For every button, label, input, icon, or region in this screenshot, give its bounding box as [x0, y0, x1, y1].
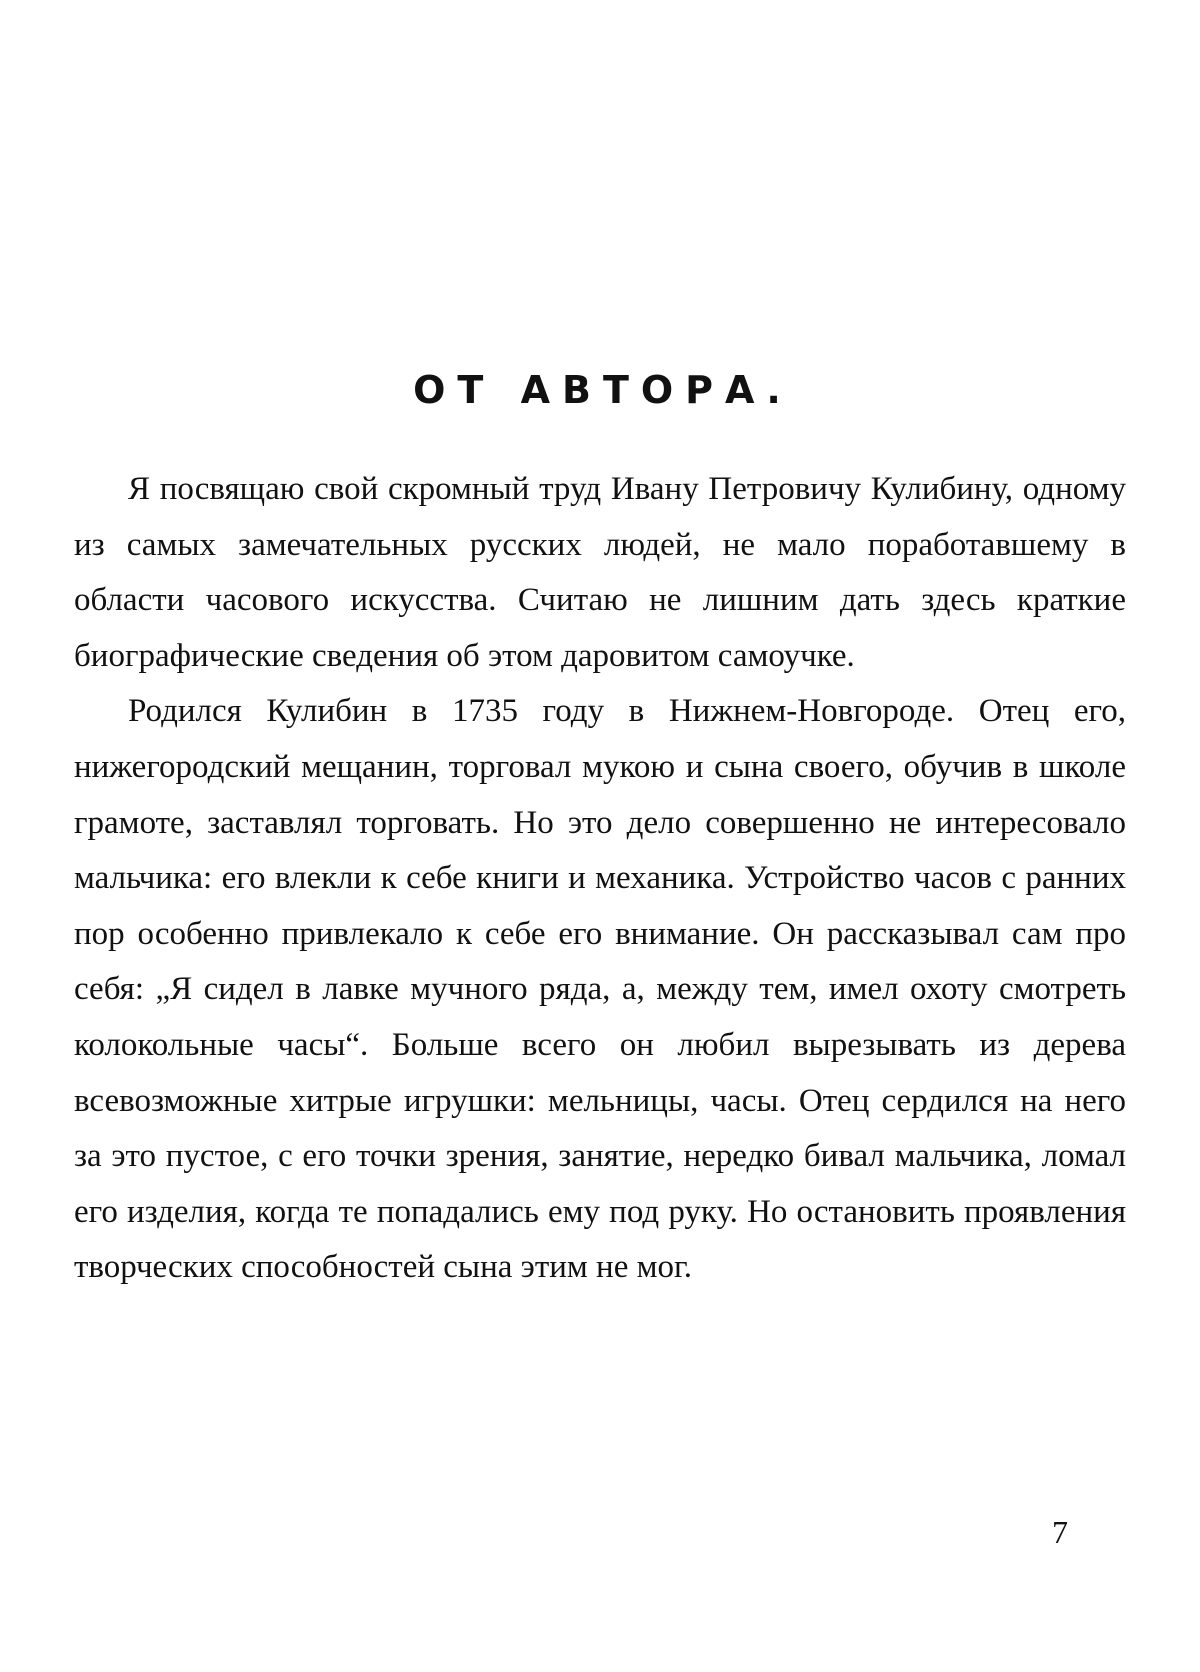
- body-text: [74, 462, 1126, 1296]
- paragraph-dedication: Я посвящаю свой скромный труд Ивану Петровичу Кулибину, одному из самых замечательных русских людей, не мало поработавшему в области часового искусства. Считаю не лишним дать здесь краткие биографические сведения об этом даровитом самоучке.: [74, 471, 1126, 674]
- paragraph-biography: Родился Кулибин в 1735 году в Нижнем-Новгороде. Отец его, нижегородский мещанин, торговал мукою и сына своего, обучив в школе грамоте, заставлял торговать. Но это дело совершенно не интересовало мальчика: его влекли к себе книги и механика. Устройство часов с ранних пор особенно привлекало к себе его внимание. Он рассказывал сам про себя: „Я сидел в лавке мучного ряда, а, между тем, имел охоту смотреть колокольные часы“. Больше всего он любил вырезывать из дерева всевозможные хитрые игрушки: мельницы, часы. Отец сердился на него за это пустое, с его точки зрения, занятие, нередко бивал мальчика, ломал его изделия, когда те попадались ему под руку. Но остановить проявления творческих способностей сына этим не мог.: [74, 693, 1126, 1286]
- page-number: 7: [1052, 1514, 1068, 1550]
- page-title: ОТ АВТОРА.: [413, 368, 793, 412]
